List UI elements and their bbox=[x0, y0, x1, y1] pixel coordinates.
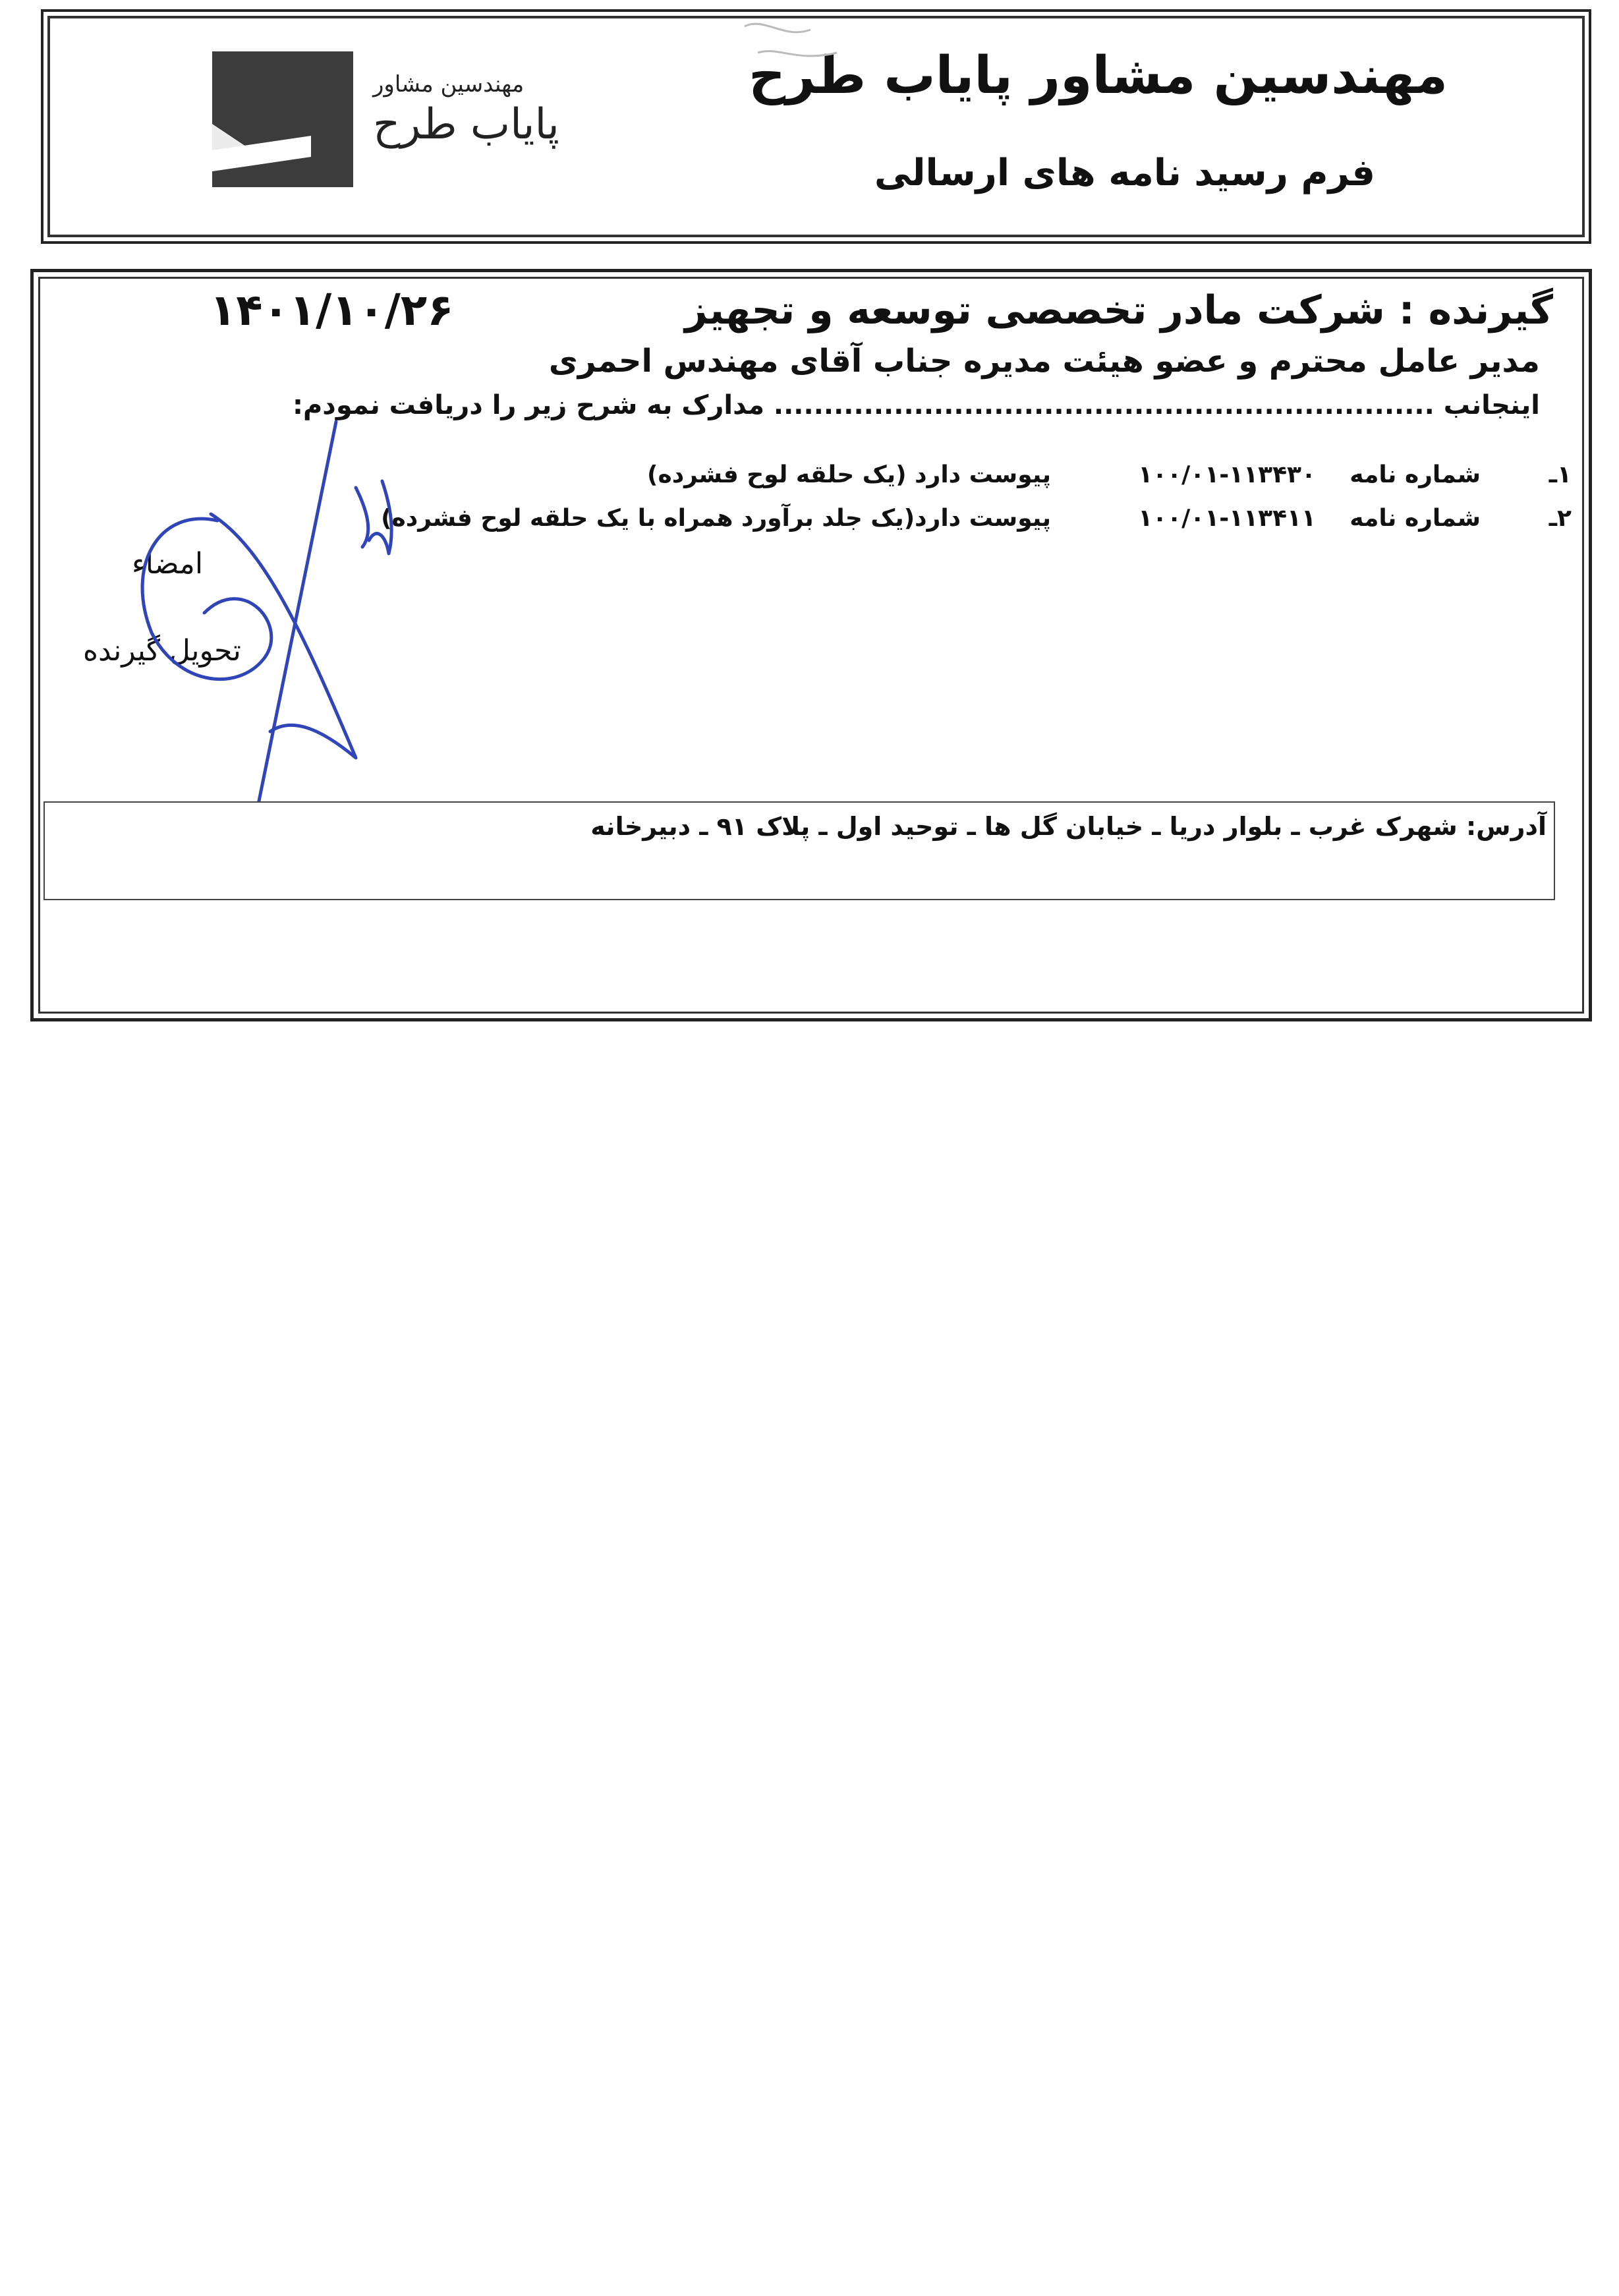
addressee-line: مدیر عامل محترم و عضو هیئت مدیره جناب آقای مهندس احمری bbox=[548, 343, 1540, 380]
company-name: مهندسین مشاور پایاب طرح bbox=[749, 46, 1448, 105]
row-attachment: پیوست دارد (یک حلقه لوح فشرده) bbox=[646, 461, 1051, 488]
address-line: آدرس: شهرک غرب ـ بلوار دریا ـ خیابان گل ها ـ توحید اول ـ پلاک ۹۱ ـ دبیرخانه bbox=[590, 812, 1547, 841]
row-index: ۲ـ bbox=[1548, 505, 1572, 532]
row-label: شماره نامه bbox=[1349, 505, 1481, 532]
form-title: فرم رسید نامه های ارسالی bbox=[874, 152, 1375, 194]
logo-mark-icon bbox=[212, 51, 353, 187]
letter-date: ۱۴۰۱/۱۰/۲۶ bbox=[210, 285, 454, 335]
row-attachment: پیوست دارد(یک جلد برآورد همراه با یک حلقه لوح فشرده) bbox=[381, 505, 1051, 532]
company-logo bbox=[212, 51, 353, 187]
scan-speck-icon bbox=[738, 13, 843, 72]
row-letter-number: ۱۰۰/۰۱-۱۱۳۴۳۰ bbox=[1138, 461, 1316, 488]
row-label: شماره نامه bbox=[1349, 461, 1481, 488]
row-letter-number: ۱۰۰/۰۱-۱۱۳۴۱۱ bbox=[1138, 505, 1316, 532]
recipient-line: گیرنده : شرکت مادر تخصصی توسعه و تجهیز bbox=[685, 287, 1553, 333]
logo-text-small: مهندسین مشاور bbox=[373, 71, 525, 98]
letter-row bbox=[451, 461, 1572, 498]
receipt-statement: اینجانب .................................................................. مدارک به شرح زیر را دریافت نمودم: bbox=[292, 390, 1540, 420]
row-index: ۱ـ bbox=[1548, 461, 1572, 488]
letter-row bbox=[381, 505, 1572, 542]
handwritten-signature-icon bbox=[79, 415, 409, 824]
delivery-receiver-label: تحویل گیرنده bbox=[83, 634, 241, 668]
signature-label: امضاء bbox=[132, 547, 204, 581]
logo-text-big: پایاب طرح bbox=[373, 100, 559, 149]
